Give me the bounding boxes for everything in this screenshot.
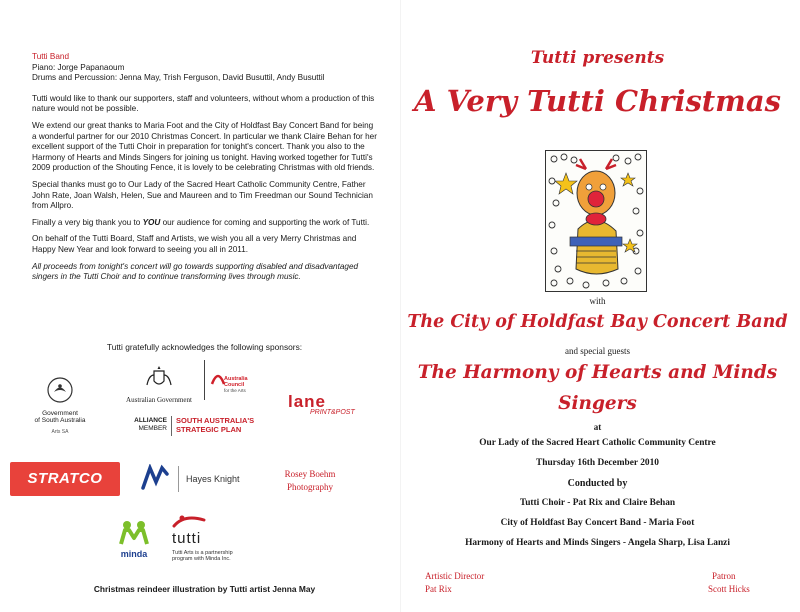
thanks-paragraph-3: Special thanks must go to Our Lady of the Sacred Heart Catholic Community Centre, Father John Rate, Joan Walsh, Helen, Sue and Maureen and to Tim Freedman our Sound Technician from Allpro. [32, 179, 373, 211]
thanks-paragraph-1: Tutti would like to thank our supporters, staff and volunteers, without whom a production of this nature would not be possible. [32, 93, 375, 114]
thanks-paragraph-2: We extend our great thanks to Maria Foot and the City of Holdfast Bay Concert Band for being a wonderful partner for our 2010 Christmas Concert. In particular we thank Claire Behan for her excellent support of the Tutti Choir in preparation for tonight's concert. Thank you also to the Harmony of Hearts and Minds Singers for joining us tonight. Having worked together for Tutti's 2009 production of the Shouting Fence, it is lovely to be celebrating Christmas with old friends. [32, 120, 377, 173]
govsa-logo: Government of South Australia Arts SA [30, 375, 90, 435]
artistic-director-block [425, 570, 484, 596]
stratco-logo: STRATCO [10, 462, 120, 496]
australia-council-logo: Australia Council for the Arts [202, 360, 250, 402]
patron-name: Scott Hicks [708, 584, 750, 594]
tutti-logo: tutti Tutti Arts is a partnership program with Minda Inc. [172, 514, 292, 562]
artistic-director-label: Artistic Director [425, 571, 485, 581]
conducted-by-heading: Conducted by [567, 478, 628, 489]
thanks-paragraph-5: On behalf of the Tutti Board, Staff and Artists, we wish you all a very Merry Christmas and Happy New Year and look forward to seeing you all in 2011. [32, 234, 357, 254]
singers-name-line-2: Singers [558, 393, 637, 414]
band-heading: Tutti Band [32, 52, 70, 61]
reindeer-illustration [545, 150, 647, 292]
singers-name-line-1: The Harmony of Hearts and Minds [417, 362, 778, 383]
you-emphasis: YOU [142, 217, 161, 227]
date-line: Thursday 16th December 2010 [535, 458, 659, 468]
artistic-director-name: Pat Rix [425, 584, 452, 594]
thanks-paragraph-4: Finally a very big thank you to YOU our audience for coming and supporting the work of Tutti. [32, 217, 370, 227]
illustration-credit: Christmas reindeer illustration by Tutti artist Jenna May [93, 584, 316, 594]
rosey-boehm-logo: Rosey Boehm Photography [284, 469, 336, 492]
govsa-emblem-icon [45, 375, 75, 405]
hayes-knight-logo: Hayes Knight [140, 462, 280, 496]
conductor-concert-band: City of Holdfast Bay Concert Band - Maria Foot [500, 518, 695, 528]
conductor-singers: Harmony of Hearts and Minds Singers - Angela Sharp, Lisa Lanzi [465, 538, 730, 548]
at-line: at [593, 422, 602, 432]
coat-of-arms-icon [143, 365, 175, 391]
minda-people-icon [114, 520, 154, 546]
patron-block [708, 570, 750, 596]
australian-government-logo: Australian Government [118, 365, 200, 404]
with-line: with [589, 296, 606, 306]
band-drums: Drums and Percussion: Jenna May, Trish Ferguson, David Busuttil, Andy Busuttil [32, 73, 325, 83]
alliance-member-logo: ALLIANCE MEMBER [134, 417, 167, 432]
lane-print-post-logo: lane PRINT&POST [288, 392, 355, 416]
venue-line: Our Lady of the Sacred Heart Catholic Community Centre [479, 438, 716, 448]
alliance-divider [171, 416, 172, 436]
special-guests-line: and special guests [565, 346, 630, 356]
conductor-tutti-choir: Tutti Choir - Pat Rix and Claire Behan [519, 498, 676, 508]
proceeds-paragraph: All proceeds from tonight's concert will go towards supporting disabled and disadvantaged singers in the Tutti Choir and to continue transforming lives through music. [32, 261, 359, 282]
concert-title: A Very Tutti Christmas [413, 84, 781, 118]
minda-logo: minda [108, 520, 160, 559]
sponsors-heading: Tutti gratefully acknowledges the following sponsors: [106, 342, 303, 352]
reindeer-illustration-icon [546, 151, 646, 291]
sa-strategic-plan-logo: SOUTH AUSTRALIA'S STRATEGIC PLAN [176, 416, 255, 434]
hayes-knight-icon [140, 464, 170, 492]
band-piano: Piano: Jorge Papanaoum [32, 62, 125, 72]
tutti-swoosh-icon [172, 514, 206, 528]
page-fold [400, 0, 401, 612]
presents-line: Tutti presents [530, 48, 665, 68]
left-page [32, 52, 377, 289]
concert-band-name: The City of Holdfast Bay Concert Band [407, 312, 788, 332]
patron-label: Patron [712, 571, 736, 581]
